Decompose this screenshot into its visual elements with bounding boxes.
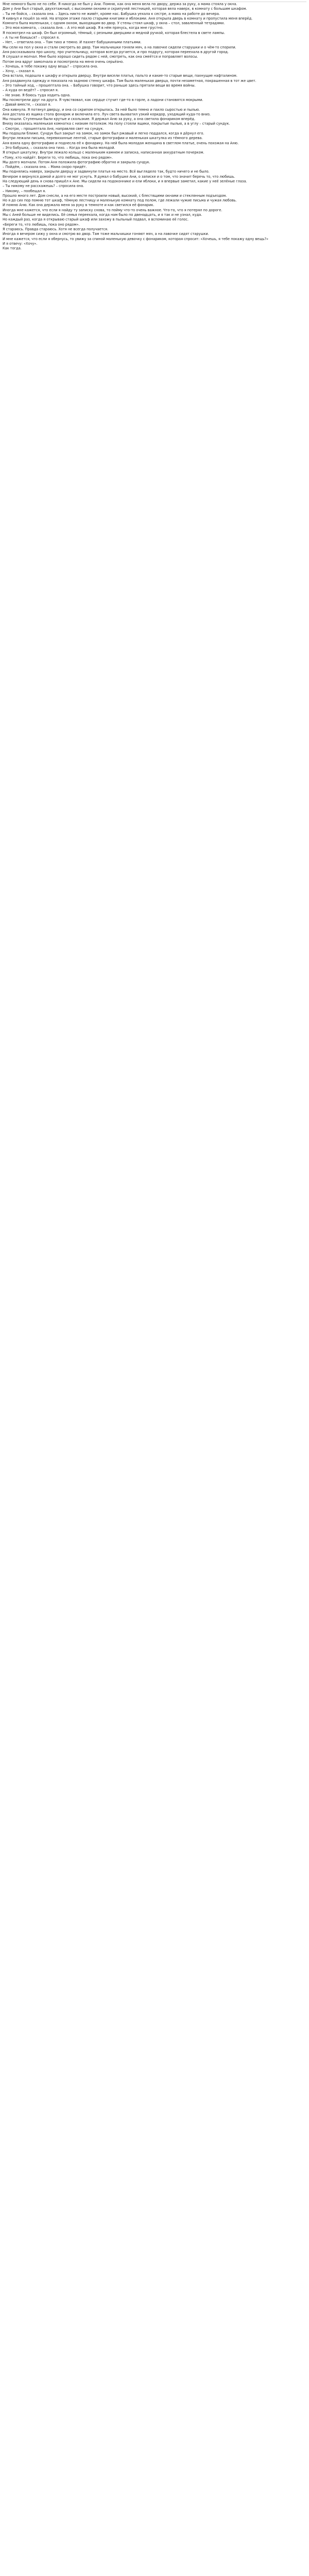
story-paragraph: Она встала, подошла к шкафу и открыла дверцу. Внутри висели платья, пальто и какие-то старые вещи, пахнущие нафталином.: [3, 74, 237, 78]
story-paragraph: Она кивнула. Я потянул дверцу, и она со скрипом открылась. За ней было темно и пахло сыростью и пылью.: [3, 107, 200, 112]
story-paragraph: Я посмотрел на шкаф. Он был огромный, тёмный, с резными дверцами и медной ручкой, которая блестела в свете лампы.: [3, 30, 225, 35]
story-paragraph: Аня взяла одну фотографию и поднесла её к фонарику. На ней была молодая женщина в светлом платье, очень похожая на Аню.: [3, 141, 239, 145]
story-paragraph: Вечером я вернулся домой и долго не мог уснуть. Я думал о бабушке Ани, о записке и о том, что значит беречь то, что любишь.: [3, 174, 235, 179]
story-paragraph: «Тому, кто найдёт. Береги то, что любишь, пока оно рядом».: [3, 155, 113, 160]
story-paragraph: И помню Аню. Как она держала меня за руку в темноте и как светился её фонарик.: [3, 203, 154, 208]
story-paragraph: И я отвечу: «Хочу».: [3, 241, 38, 246]
story-paragraph: Прошло много лет. Дом снесли, а на его месте построили новый, высокий, с блестящими окнами и стеклянным подъездом.: [3, 193, 227, 198]
story-paragraph: Но каждый раз, когда я открываю старый шкаф или захожу в пыльный подвал, я вспоминаю её голос.: [3, 217, 189, 222]
story-paragraph: Мы сели на пол у окна и стали смотреть во двор. Там мальчишки гоняли мяч, а на лавочке сидели старушки и о чём-то спорили.: [3, 45, 236, 49]
story-paragraph: Я слушал и молчал. Мне было хорошо сидеть рядом с ней, смотреть, как она смеётся и поправляет волосы.: [3, 55, 198, 59]
story-paragraph: – А ты не боишься? – спросил я.: [3, 36, 60, 40]
story-paragraph: Аня рассказывала про школу, про учительницу, которая всегда ругается, и про подругу, которая переехала в другой город.: [3, 49, 229, 54]
story-paragraph: Иногда я вечером сижу у окна и смотрю во двор. Там тоже мальчишки гоняют мяч, а на лавочке сидят старушки.: [3, 232, 209, 236]
story-paragraph: Мы посмотрели друг на друга. Я чувствовал, как сердце стучит где-то в горле, а ладони становятся мокрыми.: [3, 97, 203, 102]
story-paragraph: Я открыл шкатулку. Внутри лежало кольцо с маленьким камнем и записка, написанная аккуратным почерком.: [3, 150, 204, 155]
story-paragraph: Мы поднялись наверх, закрыли дверцу и задвинули платья на место. Всё выглядело так, будто ничего и не было.: [3, 170, 210, 174]
story-paragraph: И мне кажется, что если я обернусь, то увижу за спиной маленькую девочку с фонариком, которая спросит: «Хочешь, я тебе покажу одну вещь?»: [3, 236, 268, 241]
story-paragraph: – Хочу, – сказал я.: [3, 69, 35, 74]
story-paragraph: Мне немного было не по себе. Я никогда не был у Ани. Помню, как она меня вела по двору, держа за руку, а мама стояла у окна.: [3, 2, 237, 6]
story-paragraph: Я стараюсь. Правда стараюсь. Хотя не всегда получается.: [3, 227, 109, 231]
story-paragraph: Но я до сих пор помню тот шкаф, тёмную лестницу и маленькую комнату под полом, где лежали чужие письма и чужая любовь.: [3, 198, 237, 203]
story-paragraph: – Это тайный ход, – прошептала она. – Бабушка говорит, что раньше здесь прятали вещи во время войны.: [3, 83, 196, 88]
story-paragraph: Мы с Аней больше не виделись. Её семья переехала, когда нам было по двенадцать, и я так и не узнал, куда.: [3, 213, 202, 217]
story-paragraph: – Ты никому не расскажешь? – спросила она.: [3, 184, 84, 189]
story-paragraph: – Давай вместе, – сказал я.: [3, 103, 52, 107]
story-paragraph: – Не знаю. Я боюсь туда ходить одна.: [3, 93, 71, 97]
story-paragraph: – Это бабушка, – сказала она тихо. – Когда она была молодой.: [3, 145, 115, 150]
story-paragraph: Мы подошли ближе. Сундук был закрыт на замок, но замок был ржавый и легко поддался, когда я дёрнул его.: [3, 131, 204, 136]
story-paragraph: На следующий день я снова пришёл к Ане. Мы сидели на подоконнике и ели яблоки, и я впервые заметил, какие у неё зелёные глаза.: [3, 179, 247, 183]
story-paragraph: Аня раздвинула одежду и показала на заднюю стенку шкафа. Там была маленькая дверца, почти незаметная, покрашенная в тот же цвет.: [3, 78, 256, 83]
story-paragraph: Аня достала из ящика стола фонарик и включила его. Луч света выхватил узкий коридор, уходящий куда-то вниз.: [3, 112, 211, 116]
story-paragraph: – Смотри, – прошептала Аня, направляя свет на сундук.: [3, 126, 104, 131]
story-paragraph: Потом она вдруг замолчала и посмотрела на меня очень серьёзно.: [3, 59, 124, 64]
story-paragraph: – Никому, – пообещал я.: [3, 189, 46, 193]
story-paragraph: – Это моя комната, – сказала Аня. – А это мой шкаф. Я в нём прячусь, когда мне грустно.: [3, 26, 164, 30]
story-paragraph: Мы долго молчали. Потом Аня положила фотографию обратно и закрыла сундук.: [3, 160, 150, 164]
story-paragraph: Внутри лежали письма, перевязанные лентой, старые фотографии и маленькая шкатулка из тёмного дерева.: [3, 136, 203, 141]
story-paragraph: – Ты не бойся, – сказала она. – Здесь никто не живёт, кроме нас. Бабушка уехала к сестре, а мама на работе до вечера.: [3, 11, 220, 16]
story-paragraph: Комната была маленькая, с одним окном, выходящим во двор. У стены стоял шкаф, у окна – стол, заваленный тетрадями.: [3, 21, 225, 26]
story-body: [3, 2, 306, 251]
story-paragraph: «Береги то, что любишь, пока оно рядом».: [3, 222, 80, 227]
story-paragraph: – А куда он ведёт? – спросил я.: [3, 88, 59, 93]
story-paragraph: – Пойдём, – сказала она. – Мама скоро придёт.: [3, 165, 87, 170]
story-paragraph: Как тогда.: [3, 246, 22, 251]
story-paragraph: Я кивнул и пошёл за ней. На втором этаже пахло старыми книгами и яблоками. Аня открыла дверь в комнату и пропустила меня вперёд.: [3, 16, 253, 21]
story-paragraph: Мы пошли. Ступеньки были крутые и скользкие. Я держал Аню за руку, а она светила фонариком вперёд.: [3, 117, 196, 122]
story-paragraph: Иногда мне кажется, что если я найду ту записку снова, то пойму что-то очень важное. Что-то, что я потерял по дороге.: [3, 208, 222, 212]
story-paragraph: Дом у Ани был старый, двухэтажный, с высокими окнами и скрипучей лестницей, которая вела наверх, в комнату с большим шкафом.: [3, 7, 247, 11]
story-paragraph: – Нет, – ответила она. – Там тихо и темно. И пахнет бабушкиными платьями.: [3, 40, 142, 45]
story-paragraph: Внизу оказалась маленькая комнатка с низким потолком. На полу стояли ящики, покрытые пылью, а в углу – старый сундук.: [3, 122, 230, 126]
story-paragraph: – Хочешь, я тебе покажу одну вещь? – спросила она.: [3, 64, 98, 69]
